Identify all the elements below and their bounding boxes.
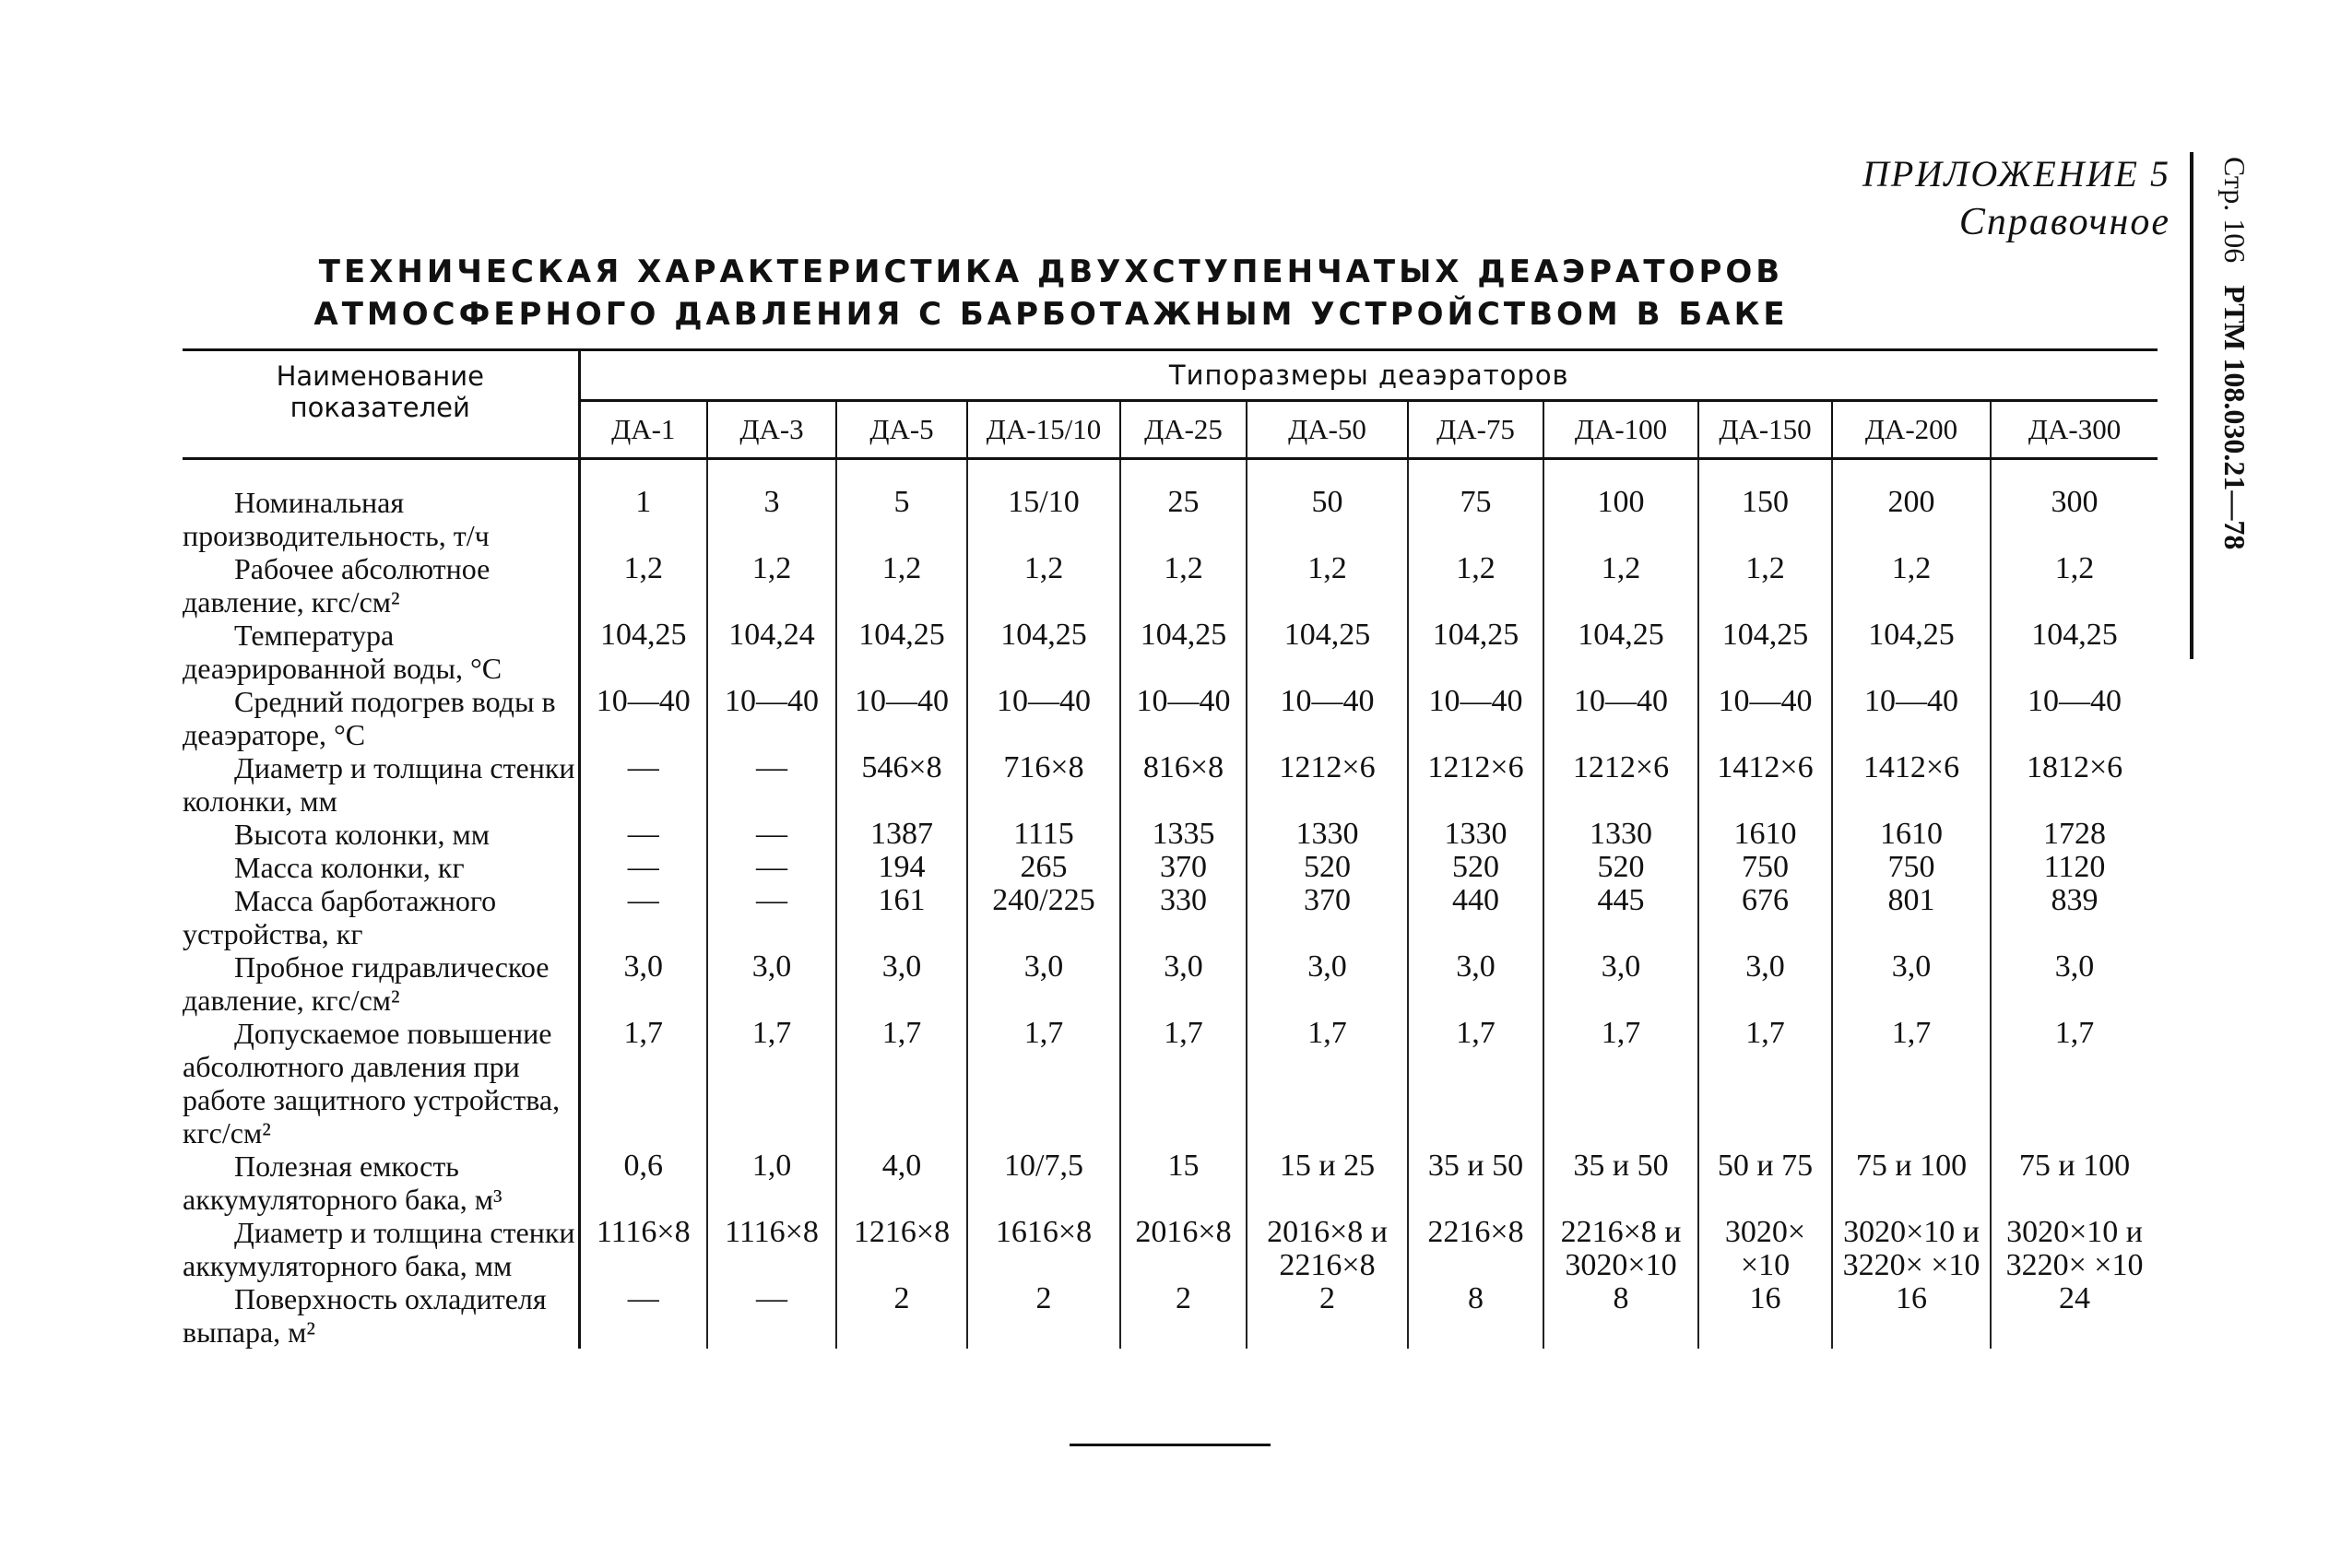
table-cell: 1,0	[707, 1149, 836, 1216]
table-cell: 801	[1832, 884, 1991, 950]
table-cell: 265	[967, 851, 1120, 884]
table-cell: 1,2	[1991, 552, 2158, 619]
table-cell: 75 и 100	[1991, 1149, 2158, 1216]
table-cell: 8	[1408, 1282, 1543, 1349]
table-cell: 1115	[967, 818, 1120, 851]
table-row	[183, 1216, 2158, 1282]
table-cell: 1330	[1247, 818, 1408, 851]
row-label	[183, 1017, 579, 1149]
row-label	[183, 685, 579, 751]
column-header: ДА-5	[836, 401, 967, 459]
table-cell: 240/225	[967, 884, 1120, 950]
table-cell: 1,2	[836, 552, 967, 619]
row-label	[183, 1216, 579, 1282]
table-cell: 161	[836, 884, 967, 950]
table-cell: 3,0	[836, 950, 967, 1017]
table-cell: 3020×10 и 3220× ×10	[1832, 1216, 1991, 1282]
table-cell: 1412×6	[1698, 751, 1832, 818]
table-cell: 1616×8	[967, 1216, 1120, 1282]
table-cell: 24	[1991, 1282, 2158, 1349]
table-cell: 1116×8	[707, 1216, 836, 1282]
row-label	[183, 818, 579, 851]
table-cell: 1,7	[1543, 1017, 1698, 1149]
table-cell: 10—40	[579, 685, 707, 751]
table-cell: 1812×6	[1991, 751, 2158, 818]
table-cell: —	[707, 751, 836, 818]
row-label-text: Диаметр и толщина стенки колонки, мм	[183, 751, 575, 818]
table-cell: —	[579, 818, 707, 851]
table-row	[183, 1282, 2158, 1349]
table-cell: 16	[1832, 1282, 1991, 1349]
table-cell: 3,0	[1832, 950, 1991, 1017]
row-label	[183, 751, 579, 818]
table-row	[183, 851, 2158, 884]
table-cell: 10—40	[1543, 685, 1698, 751]
table-cell: 104,25	[836, 619, 967, 685]
table-cell: 1,7	[1120, 1017, 1247, 1149]
table-cell: 3,0	[967, 950, 1120, 1017]
row-label-text: Номинальная производительность, т/ч	[183, 486, 490, 552]
row-label	[183, 459, 579, 553]
table-cell: 75	[1408, 459, 1543, 553]
table-row	[183, 1017, 2158, 1149]
table-cell: 0,6	[579, 1149, 707, 1216]
table-cell: 370	[1247, 884, 1408, 950]
row-label	[183, 1282, 579, 1349]
row-label-text: Температура деаэрированной воды, °С	[183, 619, 502, 685]
table-cell: —	[579, 1282, 707, 1349]
table-cell: 104,25	[1991, 619, 2158, 685]
table-cell: 2	[1120, 1282, 1247, 1349]
row-label-text: Диаметр и толщина стенки аккумуляторного бака, мм	[183, 1216, 575, 1282]
table-cell: 1335	[1120, 818, 1247, 851]
table-cell: 1,2	[707, 552, 836, 619]
table-cell: 1,2	[1698, 552, 1832, 619]
table-cell: 10—40	[707, 685, 836, 751]
table-cell: —	[707, 1282, 836, 1349]
table-cell: 194	[836, 851, 967, 884]
table-row	[183, 818, 2158, 851]
table-cell: 1120	[1991, 851, 2158, 884]
table-cell: 10—40	[967, 685, 1120, 751]
table-cell: 10/7,5	[967, 1149, 1120, 1216]
table-cell: 1,2	[967, 552, 1120, 619]
table-cell: 104,25	[967, 619, 1120, 685]
table-cell: 15/10	[967, 459, 1120, 553]
column-header: ДА-25	[1120, 401, 1247, 459]
table-cell: 1,7	[579, 1017, 707, 1149]
table-cell: 750	[1698, 851, 1832, 884]
table-cell: 35 и 50	[1408, 1149, 1543, 1216]
spec-table	[183, 348, 2158, 1349]
row-label-text: Высота колонки, мм	[234, 818, 490, 851]
table-cell: 816×8	[1120, 751, 1247, 818]
document-title	[184, 251, 1918, 336]
table-cell: 1216×8	[836, 1216, 967, 1282]
table-cell: 676	[1698, 884, 1832, 950]
table-cell: 1,2	[1543, 552, 1698, 619]
table-cell: 300	[1991, 459, 2158, 553]
column-header: ДА-300	[1991, 401, 2158, 459]
table-cell: 1330	[1408, 818, 1543, 851]
table-cell: 1,2	[1247, 552, 1408, 619]
table-cell: 200	[1832, 459, 1991, 553]
title-line-2: АТМОСФЕРНОГО ДАВЛЕНИЯ С БАРБОТАЖНЫМ УСТРОЙСТВОМ В БАКЕ	[313, 296, 1789, 333]
column-header: ДА-3	[707, 401, 836, 459]
table-body	[183, 459, 2158, 1350]
row-label-text: Поверхность охладителя выпара, м²	[183, 1282, 547, 1349]
table-cell: 10—40	[836, 685, 967, 751]
table-cell: 2	[836, 1282, 967, 1349]
table-cell: 1330	[1543, 818, 1698, 851]
table-cell: 2216×8 и 3020×10	[1543, 1216, 1698, 1282]
table-cell: 1,7	[1832, 1017, 1991, 1149]
column-header: ДА-1	[579, 401, 707, 459]
table-cell: —	[579, 884, 707, 950]
table-cell: 5	[836, 459, 967, 553]
column-header: ДА-150	[1698, 401, 1832, 459]
table-cell: 520	[1247, 851, 1408, 884]
table-cell: 8	[1543, 1282, 1698, 1349]
table-cell: 1387	[836, 818, 967, 851]
column-header: ДА-15/10	[967, 401, 1120, 459]
table-row	[183, 619, 2158, 685]
table-cell: 150	[1698, 459, 1832, 553]
column-header: ДА-100	[1543, 401, 1698, 459]
table-cell: 445	[1543, 884, 1698, 950]
table-cell: 1,7	[707, 1017, 836, 1149]
table-cell: 2	[967, 1282, 1120, 1349]
group-header: Типоразмеры деаэраторов	[579, 350, 2158, 401]
table-cell: 104,25	[1408, 619, 1543, 685]
row-label	[183, 884, 579, 950]
table-cell: 104,25	[1247, 619, 1408, 685]
table-cell: 1,7	[836, 1017, 967, 1149]
row-label-text: Допускаемое повышение абсолютного давления при работе защитного устройства, кгс/см²	[183, 1017, 561, 1149]
table-cell: 3,0	[1408, 950, 1543, 1017]
table-cell: —	[707, 818, 836, 851]
table-cell: 3,0	[1120, 950, 1247, 1017]
side-label	[2217, 157, 2252, 549]
table-cell: 10—40	[1408, 685, 1543, 751]
row-label	[183, 1149, 579, 1216]
column-header: ДА-200	[1832, 401, 1991, 459]
table-cell: 2016×8	[1120, 1216, 1247, 1282]
row-label-text: Масса колонки, кг	[234, 851, 465, 884]
column-header: ДА-75	[1408, 401, 1543, 459]
table-cell: 4,0	[836, 1149, 967, 1216]
table-cell: 10—40	[1991, 685, 2158, 751]
table-cell: 1412×6	[1832, 751, 1991, 818]
table-row	[183, 1149, 2158, 1216]
table-cell: 1212×6	[1247, 751, 1408, 818]
table-cell: 3,0	[1698, 950, 1832, 1017]
table-cell: 370	[1120, 851, 1247, 884]
appendix-label: ПРИЛОЖЕНИЕ 5	[1862, 153, 2170, 195]
table-cell: 1,2	[1408, 552, 1543, 619]
table-cell: 3020× ×10	[1698, 1216, 1832, 1282]
table-cell: 2016×8 и 2216×8	[1247, 1216, 1408, 1282]
table-cell: 50	[1247, 459, 1408, 553]
row-label	[183, 619, 579, 685]
table-cell: 520	[1408, 851, 1543, 884]
table-cell: 1610	[1698, 818, 1832, 851]
table-cell: 1,2	[1120, 552, 1247, 619]
table-cell: 1,2	[579, 552, 707, 619]
row-label-text: Полезная емкость аккумуляторного бака, м³	[183, 1149, 502, 1216]
appendix-type: Справочное	[1958, 201, 2170, 243]
table-cell: 104,25	[1832, 619, 1991, 685]
table-cell: 1,7	[1408, 1017, 1543, 1149]
table-row	[183, 685, 2158, 751]
title-line-1: ТЕХНИЧЕСКАЯ ХАРАКТЕРИСТИКА ДВУХСТУПЕНЧАТЫХ ДЕАЭРАТОРОВ	[318, 253, 1784, 290]
table-cell: 10—40	[1247, 685, 1408, 751]
table-row	[183, 751, 2158, 818]
table-cell: —	[579, 751, 707, 818]
table-cell: 330	[1120, 884, 1247, 950]
row-label-text: Рабочее абсолютное давление, кгс/см²	[183, 552, 491, 619]
table-cell: 104,25	[1543, 619, 1698, 685]
end-rule	[1070, 1444, 1271, 1446]
table-row	[183, 884, 2158, 950]
name-column-header: Наименование показателей	[183, 350, 579, 459]
table-cell: 10—40	[1698, 685, 1832, 751]
table-cell: 1,7	[1991, 1017, 2158, 1149]
table-cell: 3	[707, 459, 836, 553]
table-cell: 1,7	[1698, 1017, 1832, 1149]
column-header: ДА-50	[1247, 401, 1408, 459]
table-cell: 75 и 100	[1832, 1149, 1991, 1216]
table-cell: 750	[1832, 851, 1991, 884]
table-cell: 3,0	[1991, 950, 2158, 1017]
table-cell: 1728	[1991, 818, 2158, 851]
table-cell: —	[707, 851, 836, 884]
page-number: Стр. 106	[2218, 157, 2252, 264]
document-code: РТМ 108.030.21—78	[2218, 285, 2252, 550]
table-cell: 15	[1120, 1149, 1247, 1216]
appendix-block	[1862, 152, 2170, 248]
table-cell: 3,0	[579, 950, 707, 1017]
table-cell: 3020×10 и 3220× ×10	[1991, 1216, 2158, 1282]
table-cell: 2216×8	[1408, 1216, 1543, 1282]
table-cell: 10—40	[1832, 685, 1991, 751]
table-cell: 1,7	[967, 1017, 1120, 1149]
table-cell: 546×8	[836, 751, 967, 818]
row-label-text: Средний подогрев воды в деаэраторе, °С	[183, 685, 556, 751]
table-cell: 1,2	[1832, 552, 1991, 619]
table-cell: 520	[1543, 851, 1698, 884]
table-cell: 16	[1698, 1282, 1832, 1349]
table-cell: 15 и 25	[1247, 1149, 1408, 1216]
table-cell: 716×8	[967, 751, 1120, 818]
table-cell: 104,25	[579, 619, 707, 685]
table-cell: 104,24	[707, 619, 836, 685]
table-cell: 10—40	[1120, 685, 1247, 751]
table-cell: 1,7	[1247, 1017, 1408, 1149]
table-row	[183, 552, 2158, 619]
row-label	[183, 950, 579, 1017]
table-cell: 3,0	[1247, 950, 1408, 1017]
table-cell: —	[579, 851, 707, 884]
table-cell: 104,25	[1120, 619, 1247, 685]
table-cell: 3,0	[1543, 950, 1698, 1017]
table-cell: 1116×8	[579, 1216, 707, 1282]
table-cell: 1	[579, 459, 707, 553]
table-cell: 35 и 50	[1543, 1149, 1698, 1216]
table-cell: —	[707, 884, 836, 950]
row-label-text: Пробное гидравлическое давление, кгс/см²	[183, 950, 550, 1017]
row-label	[183, 851, 579, 884]
table-cell: 100	[1543, 459, 1698, 553]
table-cell: 2	[1247, 1282, 1408, 1349]
table-cell: 839	[1991, 884, 2158, 950]
table-cell: 104,25	[1698, 619, 1832, 685]
table-cell: 1212×6	[1543, 751, 1698, 818]
table-row	[183, 950, 2158, 1017]
table-cell: 3,0	[707, 950, 836, 1017]
table-cell: 1212×6	[1408, 751, 1543, 818]
table-row	[183, 459, 2158, 553]
table-cell: 440	[1408, 884, 1543, 950]
row-label	[183, 552, 579, 619]
table-cell: 50 и 75	[1698, 1149, 1832, 1216]
table-cell: 25	[1120, 459, 1247, 553]
row-label-text: Масса барботажного устройства, кг	[183, 884, 497, 950]
table-cell: 1610	[1832, 818, 1991, 851]
